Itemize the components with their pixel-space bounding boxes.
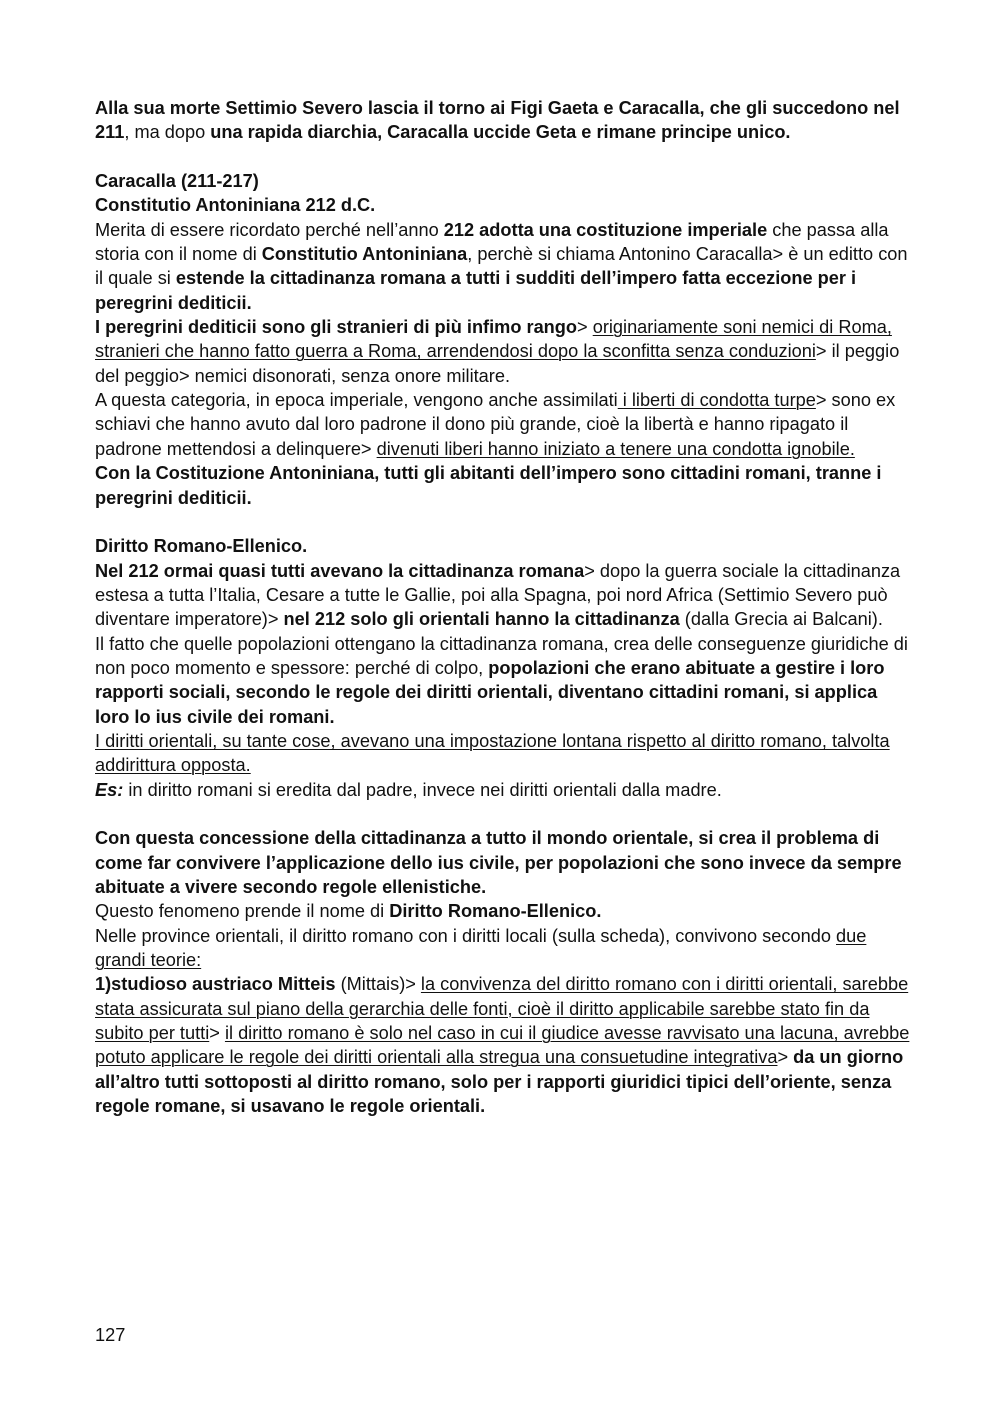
- bold-text: Constitutio Antoniniana: [261, 244, 468, 265]
- bold-text: Nel 212 ormai quasi tutti avevano la cittadinanza romana: [95, 560, 585, 581]
- bold-text: Caracalla (211-217): [95, 171, 259, 192]
- text-run: , perchè si chiama Antonino Caracalla> è un editto con il quale si: [95, 244, 908, 289]
- bold-text: Con questa concessione della cittadinanza a tutto il mondo orientale, si crea il problema di come far convivere l’applicazione dello ius civile, per popolazioni che sono invece da sempre abituate a vivere secondo regole ellenistiche.: [95, 828, 902, 897]
- paragraph: [95, 218, 910, 315]
- paragraph: [95, 559, 910, 632]
- paragraph: [95, 388, 910, 461]
- page-body-text: [95, 96, 910, 1118]
- paragraph: [95, 924, 910, 973]
- underlined-text: il diritto romano è solo nel caso in cui il giudice avesse ravvisato una lacuna, avrebbe potuto applicare le regole dei diritti orientali alla stregua una consuetudine integrativa: [95, 1023, 910, 1068]
- paragraph: [95, 96, 910, 145]
- paragraph: [95, 632, 910, 729]
- paragraph-spacer: [95, 802, 910, 826]
- underlined-text: originariamente soni nemici di Roma, stranieri che hanno fatto guerra a Roma, arrendendosi dopo la sconfitta senza conduzioni: [95, 317, 892, 362]
- bold-text: Diritto Romano-Ellenico.: [389, 901, 602, 922]
- text-run: Il fatto che quelle popolazioni ottengano la cittadinanza romana, crea delle conseguenze giuridiche di non poco momento e spessore: perché di colpo,: [95, 633, 908, 678]
- paragraph: [95, 899, 910, 923]
- text-run: > dopo la guerra sociale la cittadinanza estesa a tutta l’Italia, Cesare a tutte le Gallie, poi alla Spagna, poi nord Africa (Settimio Severo può diventare imperatore)>: [95, 560, 901, 630]
- text-run: >: [209, 1023, 225, 1044]
- paragraph: [95, 315, 910, 388]
- text-run: >: [777, 1047, 794, 1068]
- bold-text: Alla sua morte Settimio Severo lascia il torno ai Figi Gaeta e Caracalla, che gli succedono nel 211: [95, 98, 900, 143]
- paragraph: [95, 972, 910, 1118]
- underlined-text: due grandi teorie:: [95, 925, 867, 971]
- paragraph: [95, 193, 910, 217]
- text-run: Merita di essere ricordato perché nell’anno: [95, 219, 444, 240]
- bold-italic-text: Es:: [95, 779, 124, 800]
- bold-text: Constitutio Antoniniana 212 d.C.: [95, 195, 376, 216]
- paragraph: [95, 826, 910, 899]
- bold-text: 1)studioso austriaco Mitteis: [95, 974, 336, 995]
- text-run: Questo fenomeno prende il nome di: [95, 901, 390, 922]
- paragraph-spacer: [95, 510, 910, 534]
- bold-text: da un giorno all’altro tutti sottoposti al diritto romano, solo per i rapporti giuridici tipici dell’oriente, senza regole romane, si usavano le regole orientali.: [95, 1047, 904, 1117]
- paragraph: [95, 169, 910, 193]
- underlined-text: divenuti liberi hanno iniziato a tenere una condotta ignobile.: [376, 438, 855, 459]
- paragraph: [95, 729, 910, 778]
- text-run: che passa alla storia con il nome di: [95, 219, 889, 265]
- paragraph: [95, 461, 910, 510]
- page-number: 127: [95, 1325, 126, 1345]
- text-run: (Mittais)>: [335, 974, 421, 995]
- text-run: Nelle province orientali, il diritto romano con i diritti locali (sulla scheda), convivono secondo: [95, 925, 836, 946]
- text-run: >: [577, 317, 593, 338]
- underlined-text: I diritti orientali, su tante cose, avevano una impostazione lontana rispetto al diritto romano, talvolta addirittura opposta.: [95, 730, 890, 776]
- bold-text: Con la Costituzione Antoniniana, tutti gli abitanti dell’impero sono cittadini romani, tranne i peregrini dediticii.: [95, 463, 882, 508]
- underlined-text: i liberti di condotta turpe: [617, 390, 816, 411]
- underlined-text: la convivenza del diritto romano con i diritti orientali, sarebbe stata assicurata sul piano della gerarchia delle fonti, cioè il diritto applicabile sarebbe stato fin da subito per tutti: [95, 974, 909, 1044]
- bold-text: nel 212 solo gli orientali hanno la cittadinanza: [283, 609, 680, 630]
- paragraph-spacer: [95, 145, 910, 169]
- text-run: > il peggio del peggio> nemici disonorati, senza onore militare.: [95, 341, 900, 386]
- paragraph: [95, 534, 910, 558]
- text-run: > sono ex schiavi che hanno avuto dal loro padrone il dono più grande, cioè la libertà e hanno ripagato il padrone mettendosi a delinquere>: [95, 390, 896, 459]
- bold-text: estende la cittadinanza romana a tutti i sudditi dell’impero fatta eccezione per i peregrini dediticii.: [95, 268, 857, 313]
- bold-text: I peregrini dediticii sono gli stranieri di più infimo rango: [95, 317, 578, 338]
- text-run: , ma dopo: [124, 122, 211, 143]
- bold-text: una rapida diarchia, Caracalla uccide Geta e rimane principe unico.: [210, 122, 791, 143]
- bold-text: popolazioni che erano abituate a gestire i loro rapporti sociali, secondo le regole dei diritti orientali, diventano cittadini romani, si applica loro lo ius civile dei romani.: [95, 657, 885, 727]
- text-run: (dalla Grecia ai Balcani).: [679, 609, 883, 630]
- bold-text: Diritto Romano-Ellenico.: [95, 536, 308, 557]
- text-run: A questa categoria, in epoca imperiale, vengono anche assimilati: [95, 390, 618, 411]
- paragraph: [95, 778, 910, 802]
- text-run: in diritto romani si eredita dal padre, invece nei diritti orientali dalla madre.: [123, 779, 722, 800]
- bold-text: 212 adotta una costituzione imperiale: [443, 219, 768, 240]
